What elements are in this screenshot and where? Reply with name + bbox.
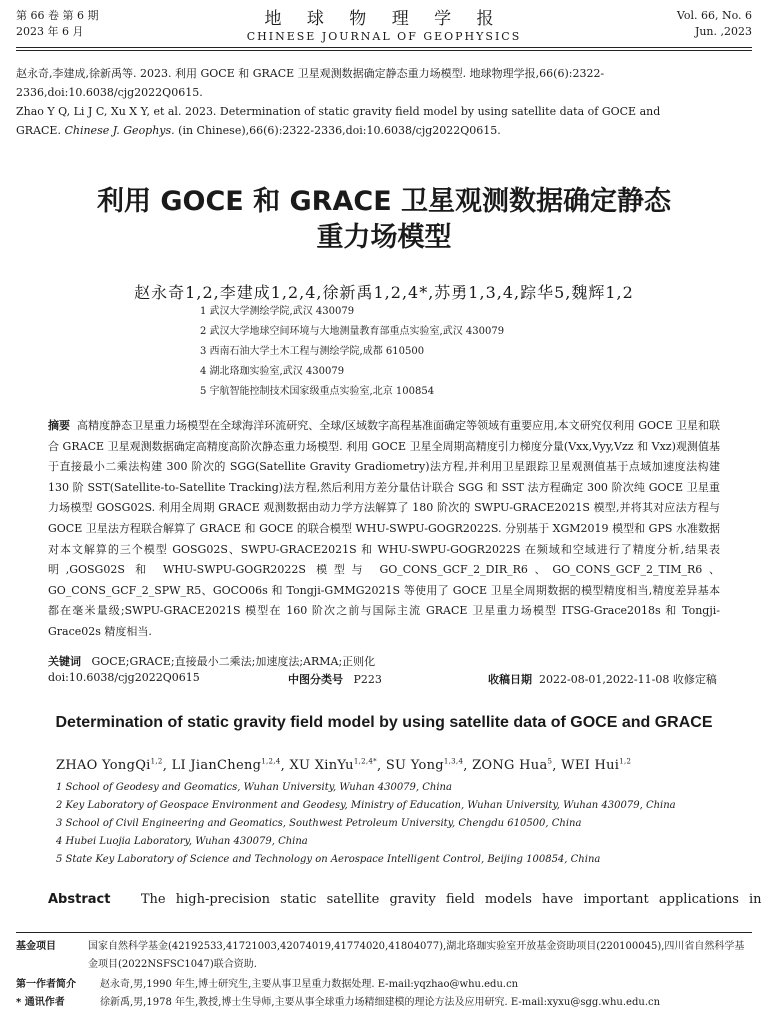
abstract-cn-text: 高精度静态卫星重力场模型在全球海洋环流研究、全球/区域数字高程基准面确定等领域有重要应用,本文研究仅利用 GOCE 卫星和联合 GRACE 卫星观测数据确定高精度高阶次静态重力场模型. 利用 GOCE 卫星全周期高精度引力梯度分量(Vxx,Vyy,Vzz 和 Vxz)观测值基于直接最小二乘法构建 300 阶次的 SGG(Satellite Gravity Gradiometry)法方程,并利用卫星跟踪卫星观测值基于点域加速度法构建 130 阶 SST(Satellite-to-Satellite Tracking)法方程,然后利用方差分量估计联合 SGG 和 SST 法方程确定 300 阶次纯 GOCE 卫星重力场模型 GOSG02S. 利用全周期 GRACE 观测数据由动力学方法解算了 180 阶次的 SWPU-GRACE2021S 模型,并将其对应法方程与 GOCE 卫星法方程联合解算了 GRACE 和 GOCE 的联合模型 WHU-SWPU-GOGR2022S. 分别基于 XGM2019 模型和 GPS 水准数据对本文解算的三个模型 GOSG02S、SWPU-GRACE2021S 和 WHU-SWPU-GOGR2022S 在频域和空域进行了精度分析,结果表明,GOSG02S 和 WHU-SWPU-GOGR2022S 模型与 GO_CONS_GCF_2_DIR_R6、GO_CONS_GCF_2_TIM_R6、GO_CONS_GCF_2_SPW_R5、GOCO06s 和 Tongji-GMMG2021S 等使用了 GOCE 卫星全周期数据的模型精度相当,精度差异基本都在毫米量级;SWPU-GRACE2021S 模型在 160 阶次之前与国际主流 GRACE 卫星重力场模型 ITSG-Grace2018s 和 Tongji-Grace02s 精度相当. [48, 419, 721, 638]
authors-en: ZHAO YongQi$^{1,2}$, LI JianCheng$^{1,2,4}$, XU XinYu$^{1,2,4*}$, SU Yong$^{1,3,4}$, ZONG Hua$^5$, WEI Hui$^{1,2}$ [56, 758, 632, 774]
header-date-en: Jun. ,2023 [694, 25, 752, 38]
abstract-en-label: Abstract [48, 892, 111, 907]
funding-text: 国家自然科学基金(42192533,41721003,42074019,41774020,41804077),湖北珞珈实验室开放基金资助项目(220100045),四川省自然科学基金项目(2022NSFSC1047)联合资助. [88, 941, 745, 970]
clc-number [288, 671, 382, 687]
citation-cn-line1: 赵永奇,李建成,徐新禹等. 2023. 利用 GOCE 和 GRACE 卫星观测数据确定静态重力场模型. 地球物理学报,66(6):2322- [16, 67, 605, 80]
journal-title-en: CHINESE JOURNAL OF GEOPHYSICS [246, 30, 522, 43]
author-en: SU Yong$^{1,3,4}$ [385, 758, 464, 774]
abstract-cn-label: 摘要 [48, 419, 71, 432]
author-en: ZHAO YongQi$^{1,2}$ [56, 758, 163, 774]
journal-title-cn: 地 球 物 理 学 报 [264, 9, 504, 29]
header-volume-en: Vol. 66, No. 6 [676, 9, 752, 22]
header-date-cn: 2023 年 6 月 [16, 25, 84, 38]
affiliation-cn-3: 3 西南石油大学土木工程与测绘学院,成都 610500 [200, 346, 425, 357]
dates-value: 2022-08-01,2022-11-08 收修定稿 [539, 673, 717, 686]
author-en: XU XinYu$^{1,2,4*}$ [289, 758, 377, 774]
affiliation-en-3: 3 School of Civil Engineering and Geomatics, Southwest Petroleum University, Chengdu 610500, China [56, 818, 582, 829]
affiliation-en-5: 5 State Key Laboratory of Science and Technology on Aerospace Intelligent Control, Beijing 100854, China [56, 854, 601, 865]
funding-note [16, 938, 752, 974]
journal-masthead [0, 8, 768, 44]
header-rule-bottom [16, 50, 752, 51]
author-en: ZONG Hua$^5$ [472, 758, 553, 774]
citation-cn-line2: 2336,doi:10.6038/cjg2022Q0615. [16, 86, 203, 99]
abstract-en [48, 892, 762, 907]
abstract-cn [48, 416, 720, 643]
clc-label: 中图分类号 [288, 673, 343, 686]
footnote-rule [16, 932, 752, 933]
doi: doi:10.6038/cjg2022Q0615 [48, 671, 200, 684]
authors-cn: 赵永奇1,2,李建成1,2,4,徐新禹1,2,4*,苏勇1,3,4,踪华5,魏辉1,2 [134, 283, 634, 302]
first-author-label: 第一作者简介 [16, 979, 76, 990]
paper-title-en: Determination of static gravity field model by using satellite data of GOCE and GRACE [55, 714, 713, 731]
header-issue [677, 8, 752, 40]
received-dates [488, 671, 717, 687]
paper-title-cn-line1: 利用 GOCE 和 GRACE 卫星观测数据确定静态 [96, 186, 672, 217]
corresponding-author-note [16, 994, 660, 1012]
keywords [48, 653, 375, 669]
dates-label: 收稿日期 [488, 673, 532, 686]
affiliation-en-4: 4 Hubei Luojia Laboratory, Wuhan 430079, China [56, 836, 308, 847]
affiliation-cn-2: 2 武汉大学地球空间环境与大地测量教育部重点实验室,武汉 430079 [200, 326, 505, 337]
header-rule-top [16, 47, 752, 48]
citation-en-suffix: (in Chinese),66(6):2322-2336,doi:10.6038/cjg2022Q0615. [174, 124, 501, 137]
affiliation-en-2: 2 Key Laboratory of Geospace Environment and Geodesy, Ministry of Education, Wuhan University, Wuhan 430079, China [56, 800, 676, 811]
citation-block [16, 64, 752, 140]
first-author-text: 赵永奇,男,1990 年生,博士研究生,主要从事卫星重力数据处理. E-mail:yqzhao@whu.edu.cn [100, 979, 519, 990]
first-author-note [16, 976, 518, 994]
paper-title-cn [0, 184, 768, 256]
author-en: LI JianCheng$^{1,2,4}$ [171, 758, 281, 774]
citation-en-prefix: GRACE. [16, 124, 65, 137]
paper-title-cn-line2: 重力场模型 [316, 222, 452, 253]
citation-en-line2 [16, 121, 752, 140]
corresponding-author-label: * 通讯作者 [16, 997, 65, 1008]
corresponding-author-text: 徐新禹,男,1978 年生,教授,博士生导师,主要从事全球重力场精细建模的理论方法及应用研究. E-mail:xyxu@sgg.whu.edu.cn [100, 997, 661, 1008]
affiliation-en-1: 1 School of Geodesy and Geomatics, Wuhan University, Wuhan 430079, China [56, 782, 452, 793]
funding-label: 基金项目 [16, 941, 56, 952]
abstract-en-text: The high-precision static satellite gravity field models have important applications in [140, 892, 762, 907]
citation-journal-italic: Chinese J. Geophys. [64, 124, 175, 137]
affiliation-cn-5: 5 宇航智能控制技术国家级重点实验室,北京 100854 [200, 386, 435, 397]
citation-en-line1: Zhao Y Q, Li J C, Xu X Y, et al. 2023. Determination of static gravity field model by using satellite data of GOCE and [16, 105, 661, 118]
affiliation-cn-4: 4 湖北珞珈实验室,武汉 430079 [200, 366, 345, 377]
clc-value: P223 [353, 673, 382, 686]
keywords-label: 关键词 [48, 655, 81, 668]
header-volume-cn: 第 66 卷 第 6 期 [16, 9, 99, 22]
affiliation-cn-1: 1 武汉大学测绘学院,武汉 430079 [200, 306, 355, 317]
keywords-text: GOCE;GRACE;直接最小二乘法;加速度法;ARMA;正则化 [91, 655, 376, 668]
author-en: WEI Hui$^{1,2}$ [561, 758, 632, 774]
